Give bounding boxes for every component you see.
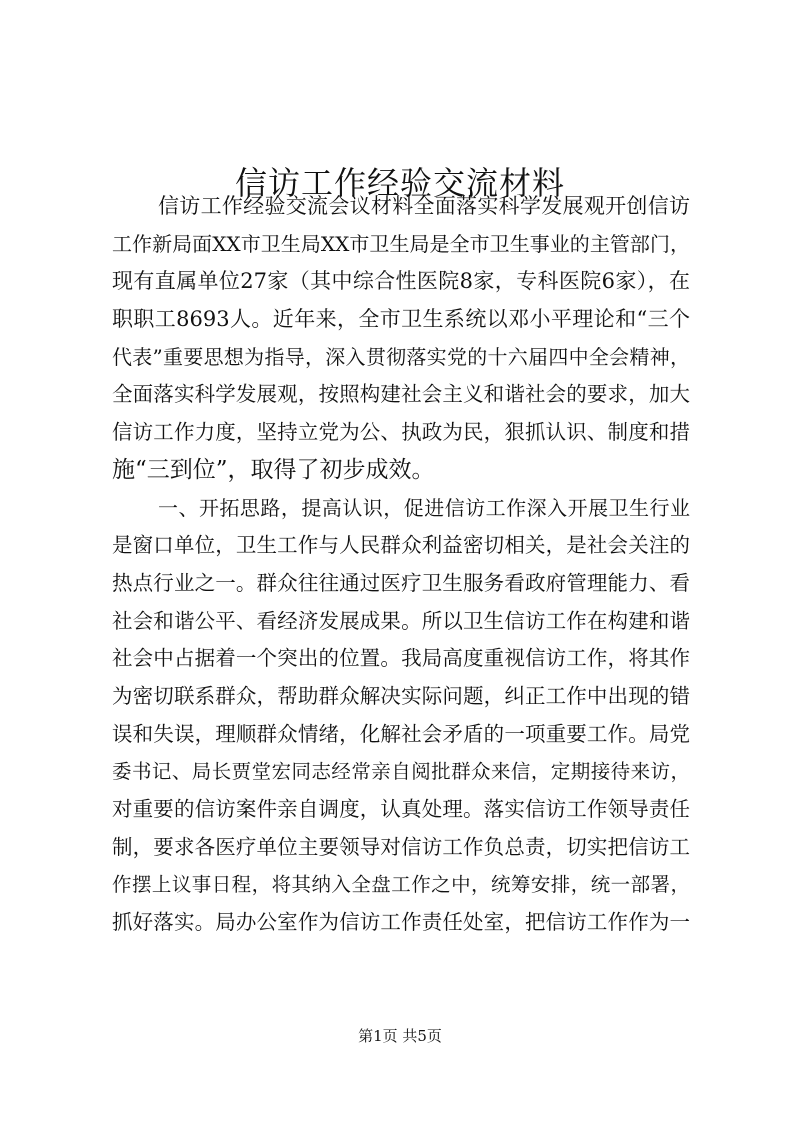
text-line: 热点行业之一。群众往往通过医疗卫生服务看政府管理能力、看 bbox=[112, 570, 690, 595]
page-number-footer: 第1页 共5页 bbox=[358, 1027, 442, 1045]
text-line: 社会和谐公平、看经济发展成果。所以卫生信访工作在构建和谐 bbox=[112, 608, 690, 633]
page-title: 信访工作经验交流材料 bbox=[234, 164, 565, 203]
text-line: 为密切联系群众，帮助群众解决实际问题，纠正工作中出现的错 bbox=[112, 683, 690, 708]
text-line: 现有直属单位27家（其中综合性医院8家，专科医院6家），在 bbox=[112, 269, 690, 294]
text-line: 委书记、局长贾堂宏同志经常亲自阅批群众来信，定期接待来访， bbox=[112, 760, 690, 784]
text-line: 制，要求各医疗单位主要领导对信访工作负总责，切实把信访工 bbox=[112, 834, 690, 859]
text-line: 对重要的信访案件亲自调度，认真处理。落实信访工作领导责任 bbox=[112, 797, 690, 821]
text-line: 施“三到位”，取得了初步成效。 bbox=[112, 456, 435, 483]
document-body bbox=[112, 188, 690, 942]
text-line: 作摆上议事日程，将其纳入全盘工作之中，统筹安排，统一部署， bbox=[112, 873, 690, 897]
text-line: 职职工8693人。近年来，全市卫生系统以邓小平理论和“三个 bbox=[112, 307, 690, 332]
text-line: 工作新局面XX市卫生局XX市卫生局是全市卫生事业的主管部门， bbox=[112, 231, 690, 256]
text-line: 代表”重要思想为指导，深入贯彻落实党的十六届四中全会精神， bbox=[112, 344, 690, 369]
text-line: 抓好落实。局办公室作为信访工作责任处室，把信访工作作为一 bbox=[112, 910, 690, 935]
text-line: 是窗口单位，卫生工作与人民群众利益密切相关，是社会关注的 bbox=[112, 533, 690, 558]
text-line: 社会中占据着一个突出的位置。我局高度重视信访工作，将其作 bbox=[112, 646, 690, 671]
text-line: 误和失误，理顺群众情绪，化解社会矛盾的一项重要工作。局党 bbox=[112, 721, 690, 746]
text-line: 信访工作经验交流会议材料全面落实科学发展观开创信访 bbox=[158, 194, 690, 218]
text-line: 一、开拓思路，提高认识，促进信访工作深入开展卫生行业 bbox=[158, 495, 690, 520]
text-line: 全面落实科学发展观，按照构建社会主义和谐社会的要求，加大 bbox=[112, 382, 690, 407]
text-line: 信访工作力度，坚持立党为公、执政为民，狠抓认识、制度和措 bbox=[112, 420, 690, 445]
